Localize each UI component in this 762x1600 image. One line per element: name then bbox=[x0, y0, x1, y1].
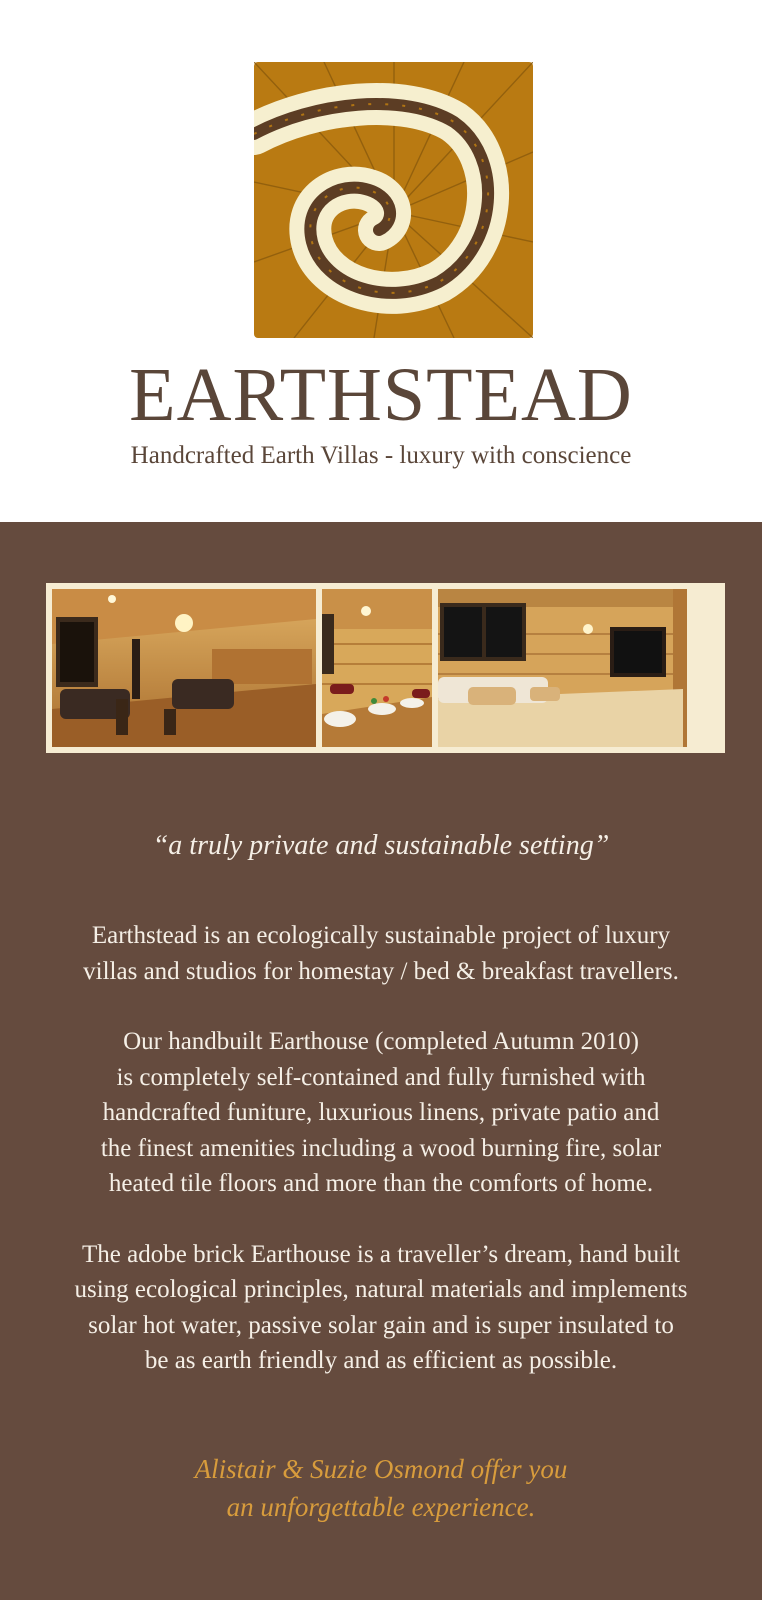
text-line: the finest amenities including a wood burning fire, solar bbox=[100, 1134, 662, 1162]
paragraph-3 bbox=[20, 1237, 742, 1379]
paragraph-2 bbox=[20, 1024, 742, 1202]
text-line: The adobe brick Earthouse is a traveller’s dream, hand built bbox=[82, 1240, 680, 1268]
bedroom-photo bbox=[438, 589, 687, 747]
quote-text: “a truly private and sustainable setting” bbox=[152, 830, 610, 861]
body-text bbox=[20, 918, 742, 1414]
spiral-logo-icon bbox=[254, 62, 533, 338]
brand-name: EARTHSTEAD bbox=[129, 353, 633, 437]
dining-table-photo bbox=[322, 589, 432, 747]
text-line: Our handbuilt Earthouse (completed Autumn 2010) bbox=[123, 1028, 639, 1055]
text-line: handcrafted funiture, luxurious linens, private patio and bbox=[102, 1099, 660, 1126]
content-panel bbox=[0, 522, 762, 1600]
signoff-line: an unforgettable experience. bbox=[226, 1492, 536, 1522]
text-line: using ecological principles, natural materials and implements bbox=[74, 1276, 688, 1303]
tagline: Handcrafted Earth Villas - luxury with conscience bbox=[130, 442, 632, 469]
living-room-photo bbox=[52, 589, 316, 747]
text-line: solar hot water, passive solar gain and is super insulated to bbox=[88, 1311, 674, 1339]
text-line: heated tile floors and more than the comforts of home. bbox=[108, 1170, 654, 1197]
text-line: villas and studios for homestay / bed & breakfast travellers. bbox=[83, 957, 679, 985]
text-line: is completely self-contained and fully furnished with bbox=[116, 1063, 646, 1091]
paragraph-1 bbox=[20, 918, 742, 989]
photo-strip bbox=[46, 583, 725, 753]
text-line: be as earth friendly and as efficient as possible. bbox=[144, 1347, 618, 1374]
header bbox=[0, 0, 762, 522]
signoff bbox=[0, 1450, 762, 1526]
text-line: Earthstead is an ecologically sustainable project of luxury bbox=[91, 922, 671, 949]
signoff-line: Alistair & Suzie Osmond offer you bbox=[194, 1454, 568, 1484]
